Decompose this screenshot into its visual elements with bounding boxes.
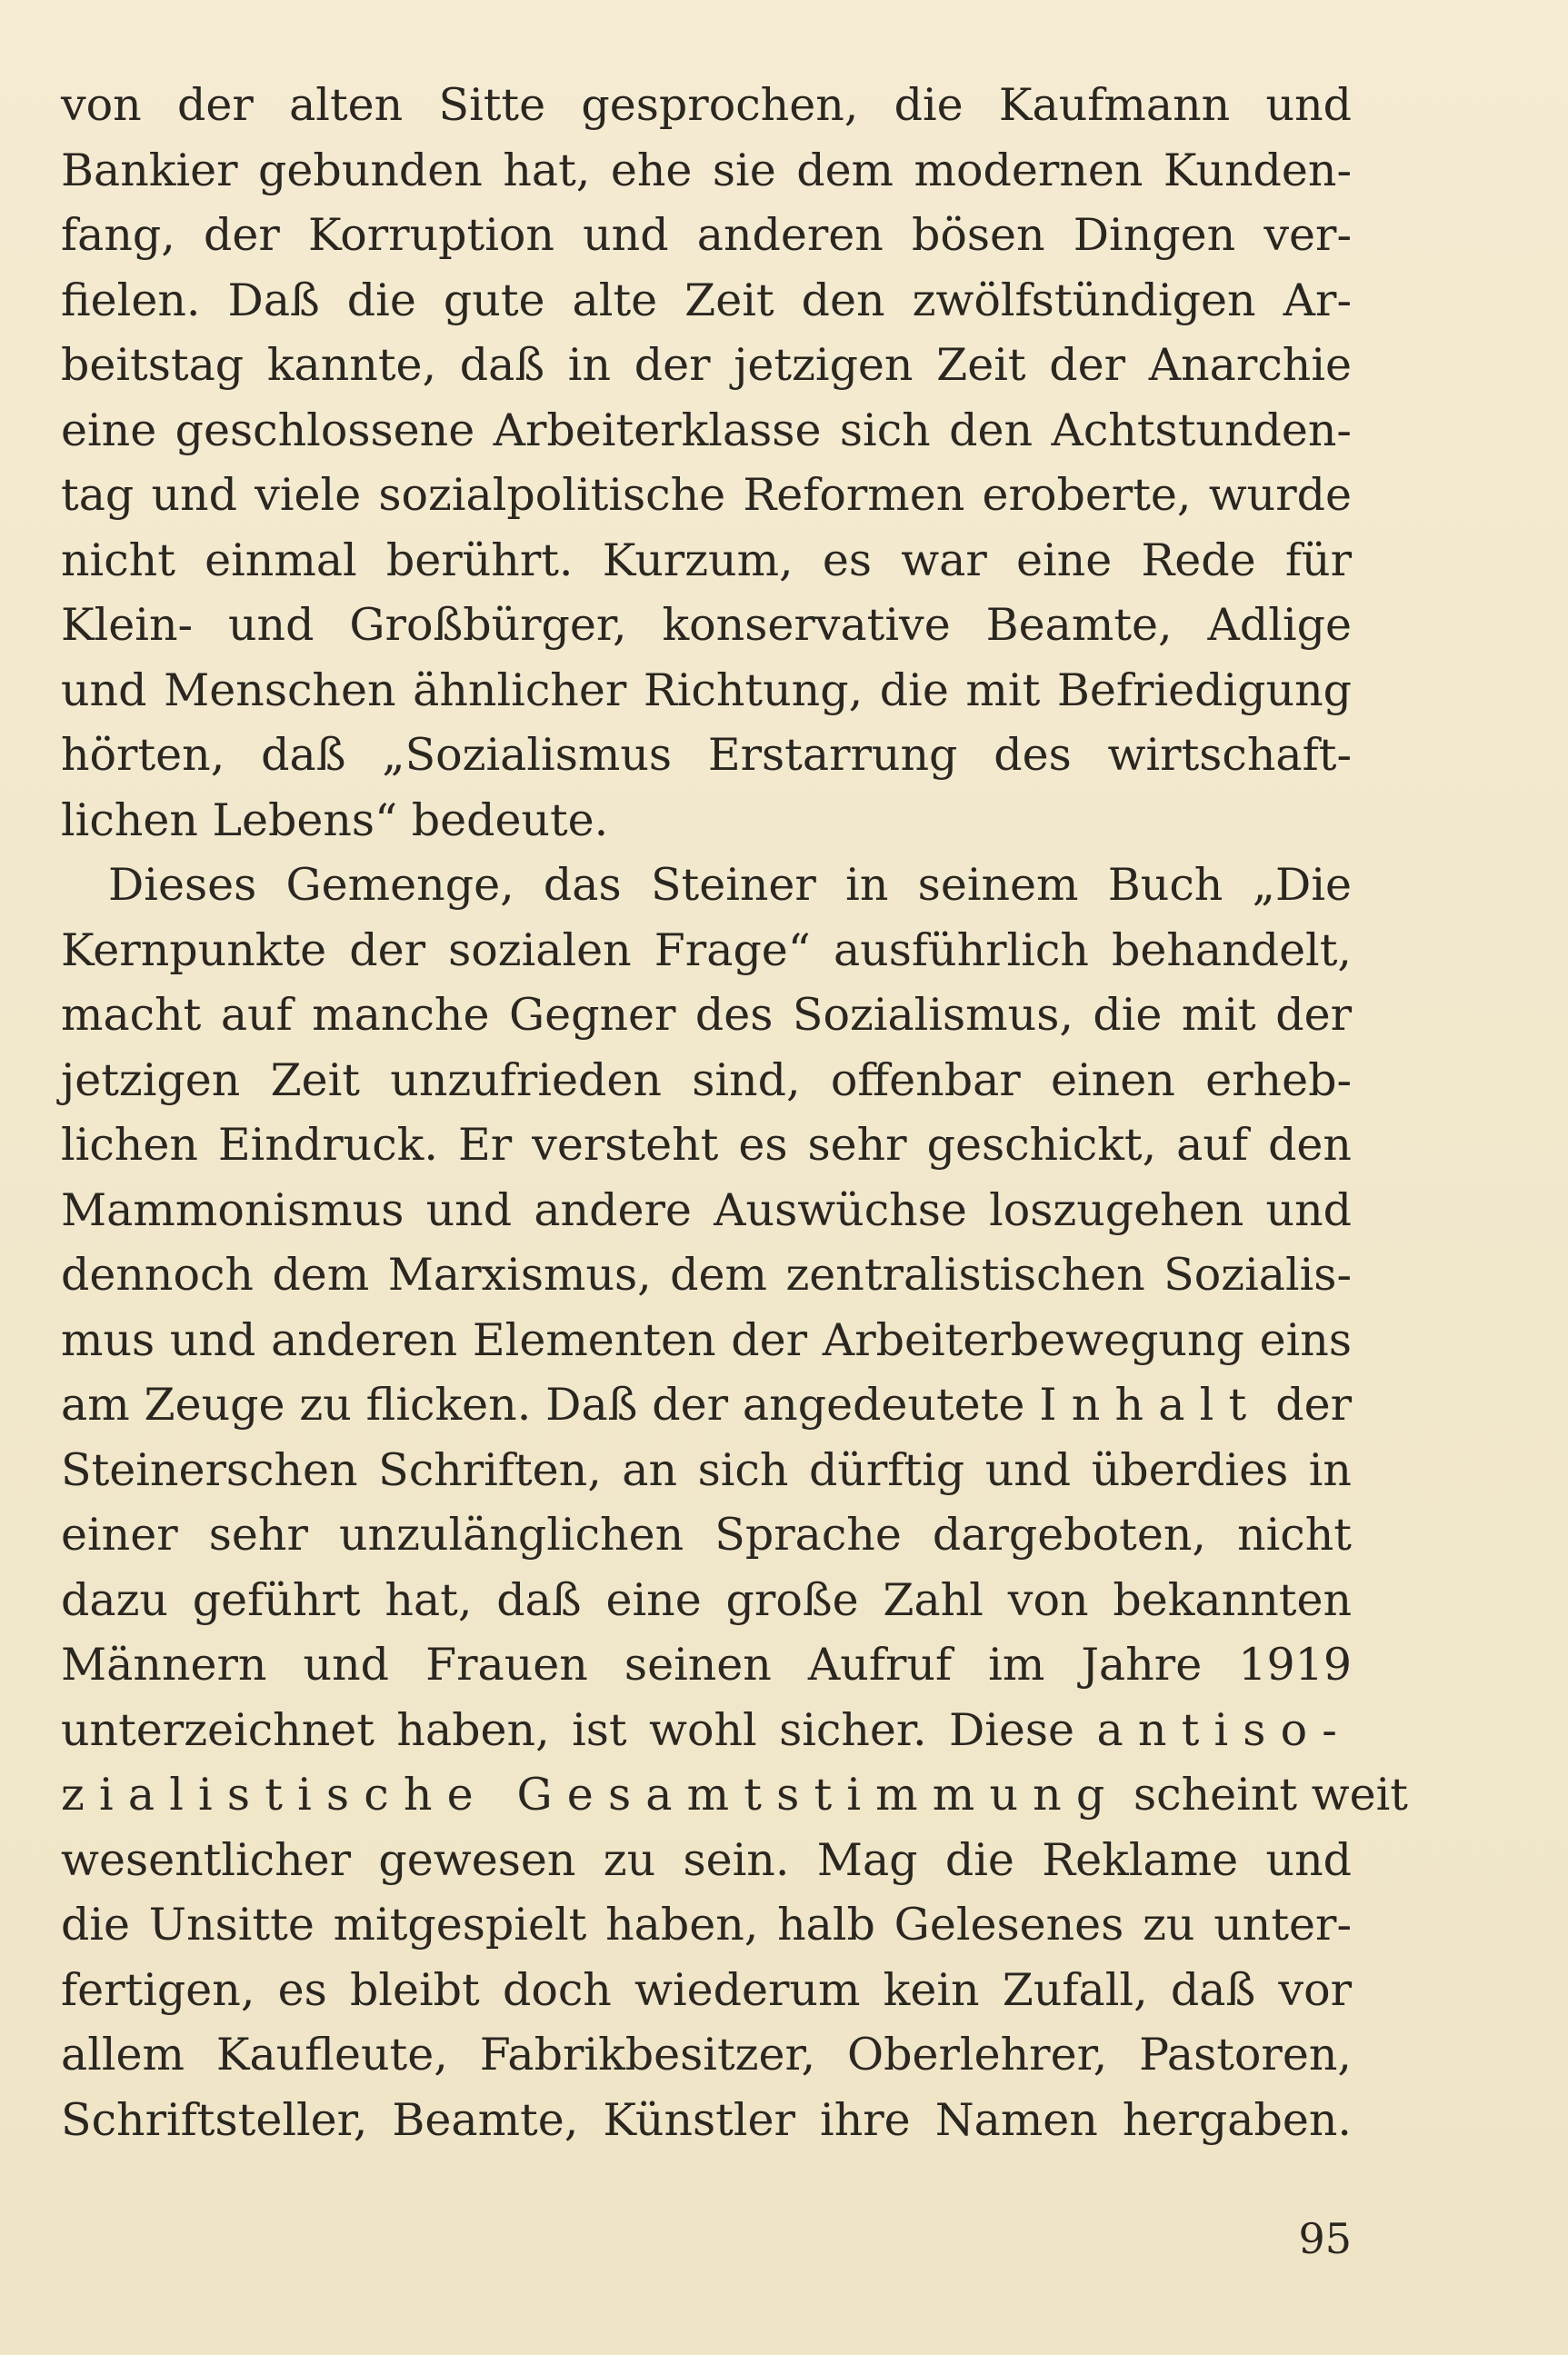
text-line: eine geschlossene Arbeiterklasse sich den Achtstunden- [61, 404, 1352, 456]
text-line: Schriftsteller, Beamte, Künstler ihre Namen hergaben. [61, 2093, 1352, 2146]
text-line-paragraph-start: Dieses Gemenge, das Steiner in seinem Buch „Die [108, 859, 1352, 911]
text-line: Klein- und Großbürger, konservative Beamte, Adlige [61, 599, 1352, 651]
text-line: hörten, daß „Sozialismus Erstarrung des wirtschaft- [61, 729, 1352, 781]
text-line: fielen. Daß die gute alte Zeit den zwölfstündigen Ar- [61, 274, 1352, 326]
text-line: die Unsitte mitgespielt haben, halb Gelesenes zu unter- [61, 1899, 1352, 1951]
text-fragment: scheint weit [1119, 1769, 1408, 1821]
text-line-with-emphasis [61, 1372, 1352, 1438]
text-fragment: der [1261, 1379, 1352, 1431]
text-line: wesentlicher gewesen zu sein. Mag die Reklame und [61, 1833, 1352, 1886]
text-line: und Menschen ähnlicher Richtung, die mit Befriedigung [61, 664, 1352, 716]
text-line: Kernpunkte der sozialen Frage“ ausführlich behandelt, [61, 923, 1352, 976]
body-text [61, 73, 1408, 2152]
text-line: Männern und Frauen seinen Aufruf im Jahre 1919 [61, 1639, 1352, 1691]
text-line: mus und anderen Elementen der Arbeiterbewegung eins [61, 1313, 1352, 1366]
text-line: allem Kaufleute, Fabrikbesitzer, Oberlehrer, Pastoren, [61, 2029, 1352, 2081]
text-line: einer sehr unzulänglichen Sprache dargeboten, nicht [61, 1509, 1352, 1561]
text-line: dazu geführt hat, daß eine große Zahl von bekannten [61, 1573, 1352, 1626]
text-line: tag und viele sozialpolitische Reformen eroberte, wurde [61, 469, 1352, 521]
text-line: nicht einmal berührt. Kurzum, es war eine Rede für [61, 534, 1352, 586]
text-line: von der alten Sitte gesprochen, die Kaufmann und [61, 79, 1352, 131]
text-line: lichen Eindruck. Er versteht es sehr geschickt, auf den [61, 1119, 1352, 1171]
text-line: jetzigen Zeit unzufrieden sind, offenbar einen erheb- [61, 1053, 1352, 1106]
text-fragment: unterzeichnet haben, ist wohl sicher. Diese [61, 1703, 1097, 1756]
emphasis-spaced-text: Inhalt [1039, 1379, 1262, 1431]
text-line-with-emphasis [61, 1762, 1408, 1828]
text-line-with-emphasis [61, 1698, 1352, 1763]
text-fragment: am Zeuge zu flicken. Daß der angedeutete [61, 1379, 1040, 1431]
text-line: Steinerschen Schriften, an sich dürftig und überdies in [61, 1443, 1352, 1496]
text-line: fertigen, es bleibt doch wiederum kein Zufall, daß vor [61, 1963, 1352, 2016]
emphasis-spaced-text: antiso- [1096, 1703, 1352, 1756]
page-number: 95 [1298, 2214, 1352, 2263]
text-line: dennoch dem Marxismus, dem zentralistischen Sozialis- [61, 1249, 1352, 1301]
text-line: fang, der Korruption und anderen bösen Dingen ver- [61, 209, 1352, 261]
text-line: Bankier gebunden hat, ehe sie dem modernen Kunden- [61, 144, 1352, 196]
text-line-paragraph-end: lichen Lebens“ bedeute. [61, 793, 609, 846]
text-line: macht auf manche Gegner des Sozialismus, die mit der [61, 989, 1352, 1041]
text-line: Mammonismus und andere Auswüchse loszugehen und [61, 1183, 1352, 1236]
text-line: beitstag kannte, daß in der jetzigen Zeit der Anarchie [61, 339, 1352, 391]
emphasis-spaced-text: zialistische Gesamtstimmung [61, 1769, 1120, 1821]
